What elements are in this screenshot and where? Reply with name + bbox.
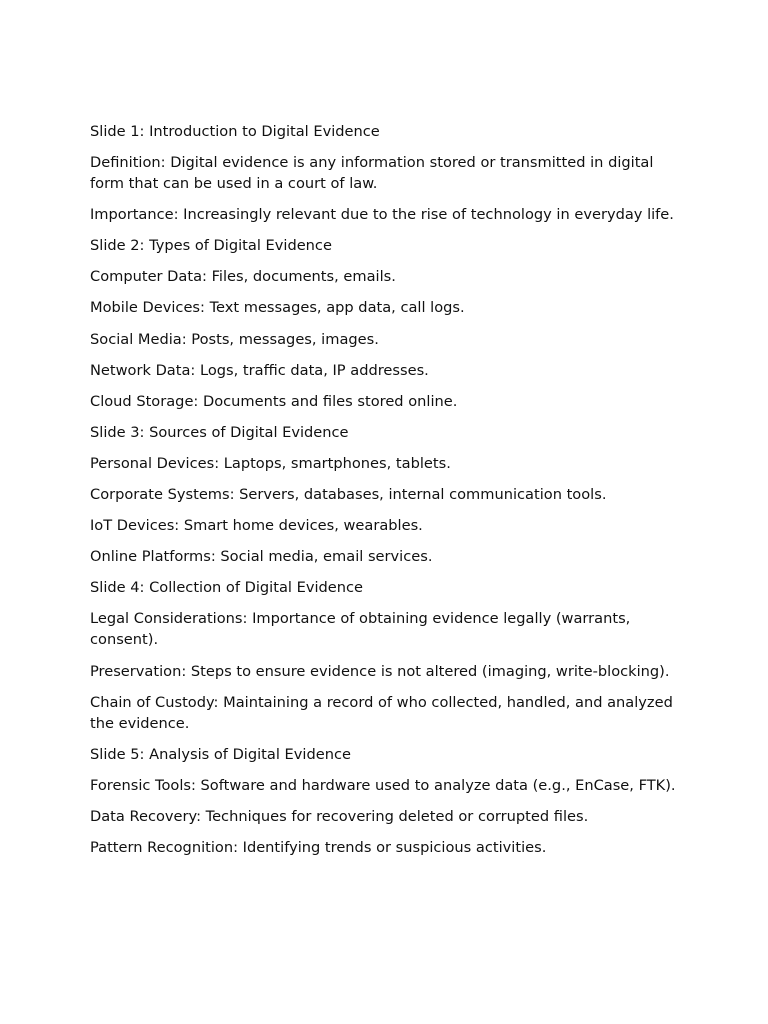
slide-heading: Slide 5: Analysis of Digital Evidence [90,745,351,763]
paragraph: IoT Devices: Smart home devices, wearables. [90,517,423,535]
paragraph: Network Data: Logs, traffic data, IP addresses. [90,361,429,379]
paragraph: Importance: Increasingly relevant due to the rise of technology in everyday life. [90,206,674,224]
slide-heading: Slide 1: Introduction to Digital Evidence [90,123,380,140]
paragraph: Cloud Storage: Documents and files stored online. [90,392,458,410]
paragraph: Forensic Tools: Software and hardware used to analyze data (e.g., EnCase, FTK). [90,776,676,794]
paragraph: Social Media: Posts, messages, images. [90,330,379,348]
paragraph: Corporate Systems: Servers, databases, internal communication tools. [90,486,607,504]
paragraph: Pattern Recognition: Identifying trends or suspicious activities. [90,838,547,856]
slide-heading: Slide 2: Types of Digital Evidence [90,237,332,255]
slide-heading: Slide 3: Sources of Digital Evidence [90,423,349,441]
paragraph: Preservation: Steps to ensure evidence is not altered (imaging, write-blocking). [90,662,670,680]
paragraph: Legal Considerations: Importance of obtaining evidence legally (warrants, consent). [90,610,631,649]
paragraph: Mobile Devices: Text messages, app data, call logs. [90,299,465,317]
document-body [90,121,680,868]
paragraph: Chain of Custody: Maintaining a record of who collected, handled, and analyzed the evidence. [90,693,673,732]
slide-heading: Slide 4: Collection of Digital Evidence [90,579,363,597]
paragraph: Personal Devices: Laptops, smartphones, tablets. [90,454,451,472]
paragraph: Online Platforms: Social media, email services. [90,548,433,566]
paragraph: Data Recovery: Techniques for recovering deleted or corrupted files. [90,807,589,825]
paragraph: Computer Data: Files, documents, emails. [90,268,396,286]
paragraph: Definition: Digital evidence is any information stored or transmitted in digital form that can be used in a court of law. [90,154,654,193]
